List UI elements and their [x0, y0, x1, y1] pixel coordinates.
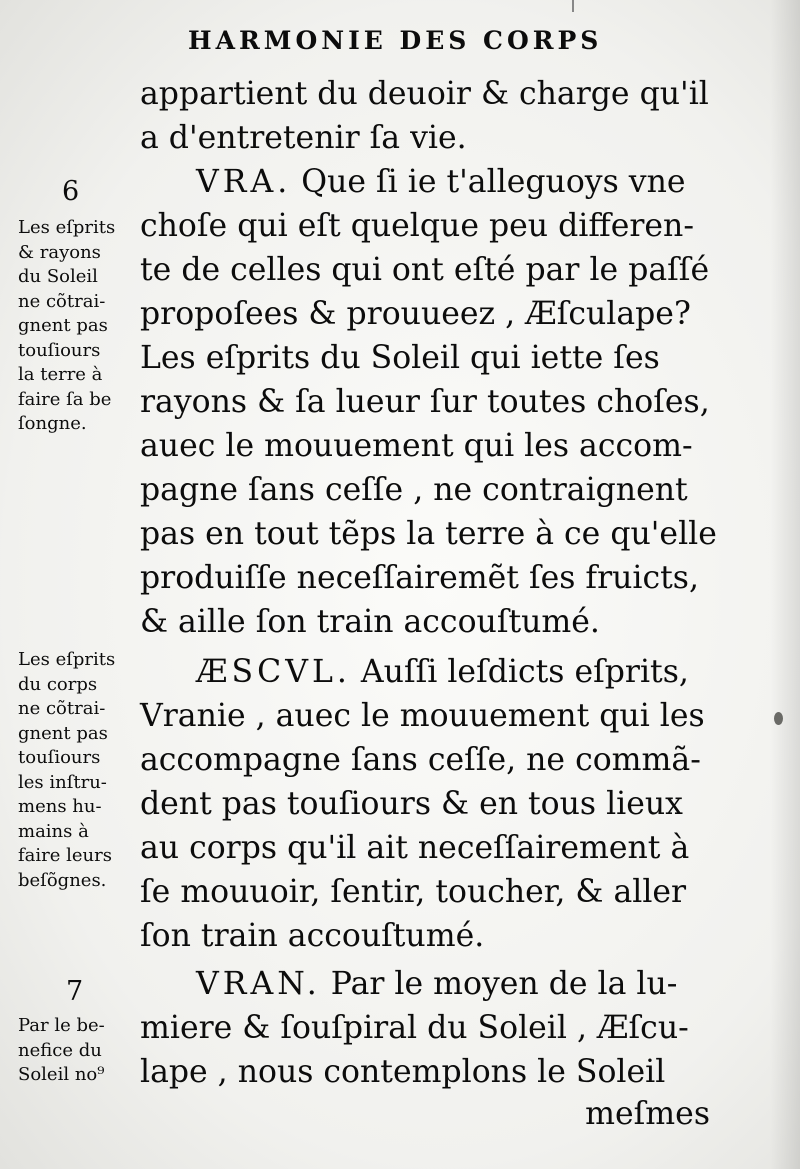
- margin-line: gnent pas: [18, 722, 108, 744]
- speech-text: Par le moyen de la lu-: [330, 966, 678, 1002]
- speech-text: Auſſi leſdicts eſprits,: [360, 654, 689, 690]
- margin-line: ne cõtrai-: [18, 698, 106, 719]
- margin-line: du Soleil: [18, 266, 98, 287]
- marginal-number: 7: [66, 976, 84, 1007]
- body-line: choſe qui eſt quelque peu differen-: [140, 208, 694, 244]
- body-line: au corps qu'il ait neceſſairement à: [140, 830, 690, 866]
- margin-line: gnent pas: [18, 315, 108, 336]
- margin-line: beſõgnes.: [18, 869, 107, 891]
- body-line: lape , nous contemplons le Soleil: [140, 1054, 666, 1090]
- margin-line: nefice du: [18, 1039, 102, 1061]
- body-line: miere & ſouſpiral du Soleil , Æſcu-: [140, 1010, 689, 1046]
- page-mark: [572, 0, 574, 12]
- body-line: pas en tout tẽps la terre à ce qu'elle: [140, 516, 717, 552]
- margin-line: du corps: [18, 673, 98, 695]
- margin-line: Les eſprits: [18, 649, 116, 670]
- body-line: dent pas touſiours & en tous lieux: [140, 786, 683, 822]
- running-title: HARMONIE DES CORPS: [188, 26, 603, 55]
- body-line: te de celles qui ont eſté par le paſſé: [140, 252, 710, 288]
- margin-line: Soleil no⁹: [18, 1064, 105, 1085]
- body-line: ſon train accouſtumé.: [140, 918, 485, 954]
- body-line: Vranie , auec le mouuement qui les: [140, 698, 705, 734]
- body-line: appartient du deuoir & charge qu'il: [140, 76, 709, 112]
- speech-text: Que ſi ie t'alleguoys vne: [301, 164, 686, 200]
- margin-note-7: [18, 1014, 136, 1088]
- margin-line: Par le be-: [18, 1015, 105, 1036]
- speaker-name: VRA.: [196, 164, 292, 200]
- margin-line: mens hu-: [18, 796, 102, 817]
- body-line: auec le mouuement qui les accom-: [140, 428, 693, 464]
- margin-line: & rayons: [18, 241, 101, 263]
- body-line: & aille ſon train accouſtumé.: [140, 604, 600, 640]
- margin-line: faire leurs: [18, 845, 112, 866]
- margin-line: touſiours: [18, 747, 101, 768]
- body-line: ſe mouuoir, ſentir, toucher, & aller: [140, 874, 687, 910]
- margin-line: touſiours: [18, 339, 101, 361]
- body-line: accompagne ſans ceſſe, ne commã-: [140, 742, 701, 778]
- speech-vran: [196, 962, 677, 1006]
- body-line: produiſſe neceſſairemẽt ſes fruicts,: [140, 560, 699, 596]
- margin-line: faire ſa be: [18, 388, 112, 410]
- body-line: pagne ſans ceſſe , ne contraignent: [140, 472, 688, 508]
- speaker-name: VRAN.: [196, 966, 321, 1002]
- margin-line: les inſtru-: [18, 771, 107, 793]
- margin-line: ne cõtrai-: [18, 290, 106, 312]
- margin-line: mains à: [18, 820, 89, 842]
- margin-line: ſongne.: [18, 413, 87, 434]
- gutter-shadow: [770, 0, 800, 1169]
- margin-note-6: [18, 216, 136, 437]
- ink-spot: [774, 712, 783, 725]
- margin-line: Les eſprits: [18, 217, 116, 238]
- body-line: Les eſprits du Soleil qui iette ſes: [140, 340, 660, 376]
- marginal-number: 6: [62, 176, 80, 207]
- speaker-name: ÆSCVL.: [196, 654, 351, 690]
- speech-aescul: [196, 650, 689, 694]
- margin-line: la terre à: [18, 364, 103, 385]
- margin-note-corps: [18, 648, 136, 893]
- body-line: a d'entretenir ſa vie.: [140, 120, 467, 156]
- body-line: rayons & ſa lueur ſur toutes choſes,: [140, 384, 710, 420]
- catchword: meſmes: [585, 1096, 710, 1132]
- body-line: propoſees & prouueez , Æſculape?: [140, 296, 691, 332]
- speech-vra: [196, 160, 686, 204]
